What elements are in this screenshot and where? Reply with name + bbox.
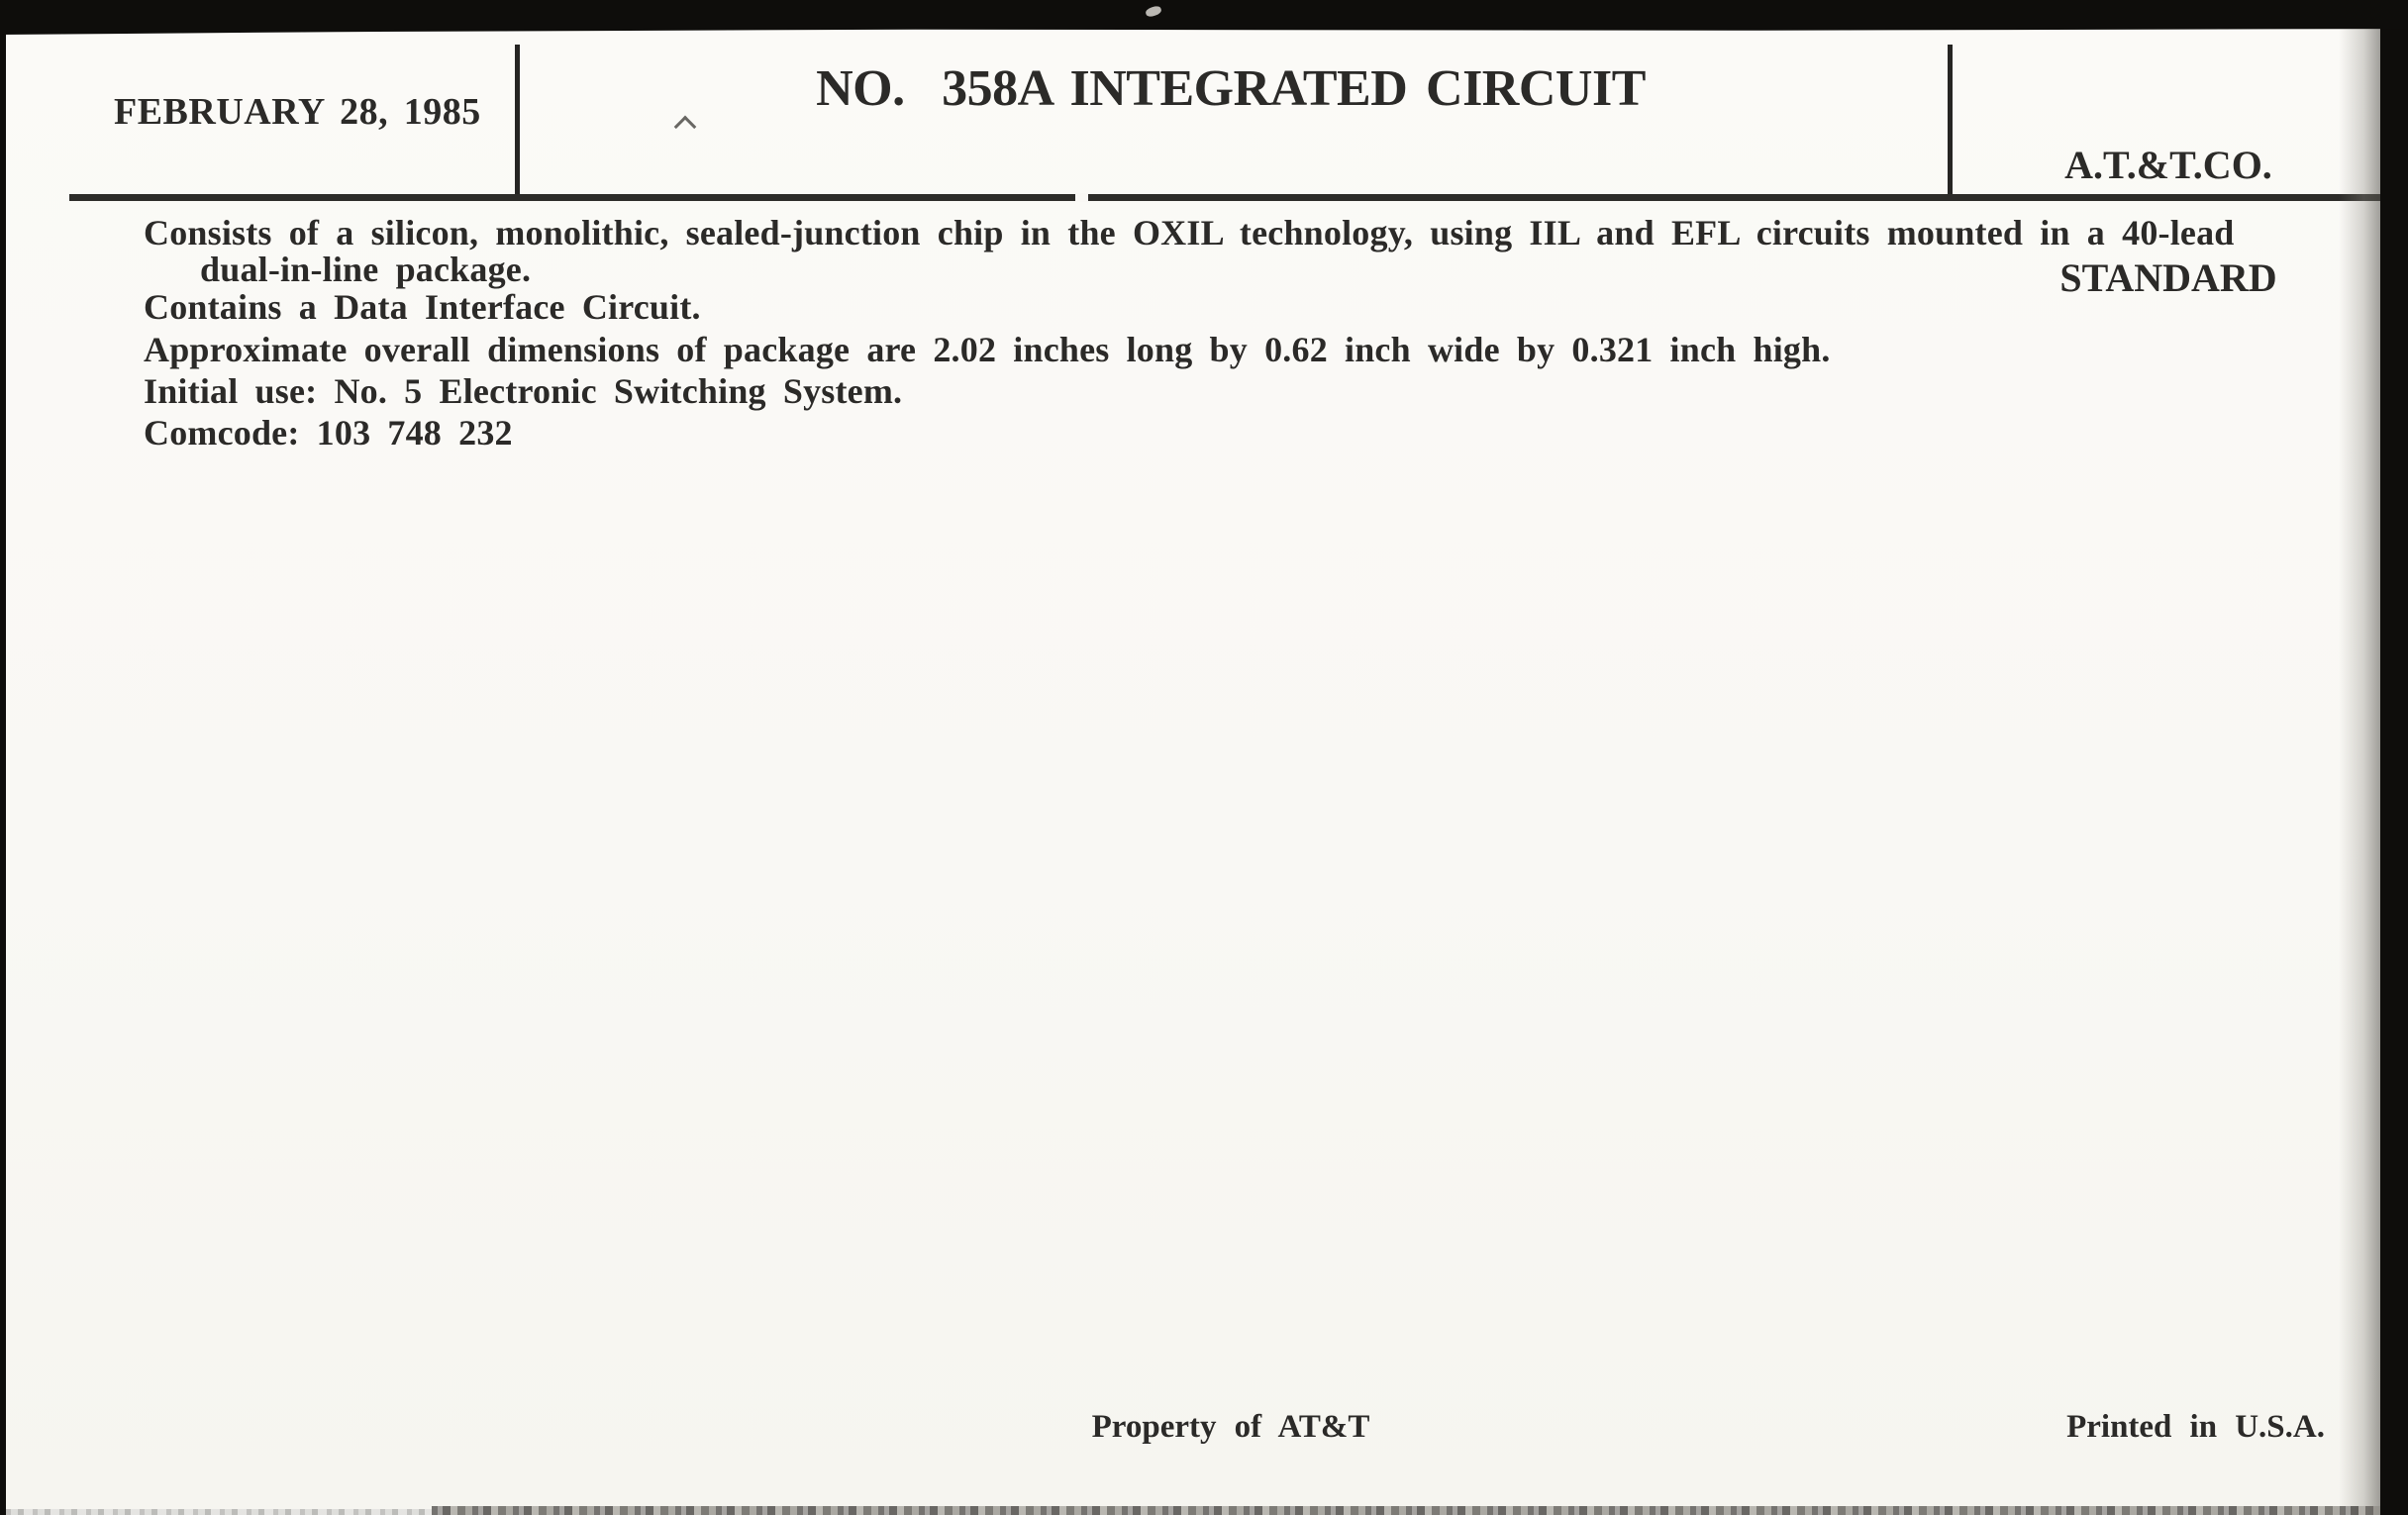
page-title: NO. 358A INTEGRATED CIRCUIT xyxy=(816,60,1646,117)
caret-scan-artifact xyxy=(674,116,697,139)
property-notice: Property of AT&T xyxy=(1091,1409,1370,1445)
contains-line: Contains a Data Interface Circuit. xyxy=(144,287,701,327)
comcode-line: Comcode: 103 748 232 xyxy=(144,413,513,453)
description-line-continuation: dual-in-line package. xyxy=(200,250,532,289)
document-date: FEBRUARY 28, 1985 xyxy=(114,91,481,133)
dimensions-line: Approximate overall dimensions of package are 2.02 inches long by 0.62 inch wide by 0.321 inch high. xyxy=(144,330,1831,369)
org-name: A.T.&T.CO. xyxy=(2064,143,2272,187)
initial-use-line: Initial use: No. 5 Electronic Switching System. xyxy=(144,371,903,411)
org-standard-label: STANDARD xyxy=(2059,255,2277,300)
printed-in-usa-notice: Printed in U.S.A. xyxy=(2066,1409,2325,1445)
document-page xyxy=(6,28,2380,1515)
bottom-scan-noise-light xyxy=(6,1509,432,1515)
bottom-scan-noise xyxy=(432,1506,2380,1515)
header-rule xyxy=(69,194,2380,201)
header-rule-gap-artifact xyxy=(1075,193,1088,202)
header-divider-left xyxy=(515,45,520,195)
description-line: Consists of a silicon, monolithic, sealed-junction chip in the OXIL technology, using IIL and EFL circuits mounted in a 40-lead xyxy=(144,213,2235,252)
scan-speck-artifact xyxy=(1145,5,1162,19)
page-edge-shadow xyxy=(2339,28,2380,1515)
header-divider-right xyxy=(1948,45,1953,195)
